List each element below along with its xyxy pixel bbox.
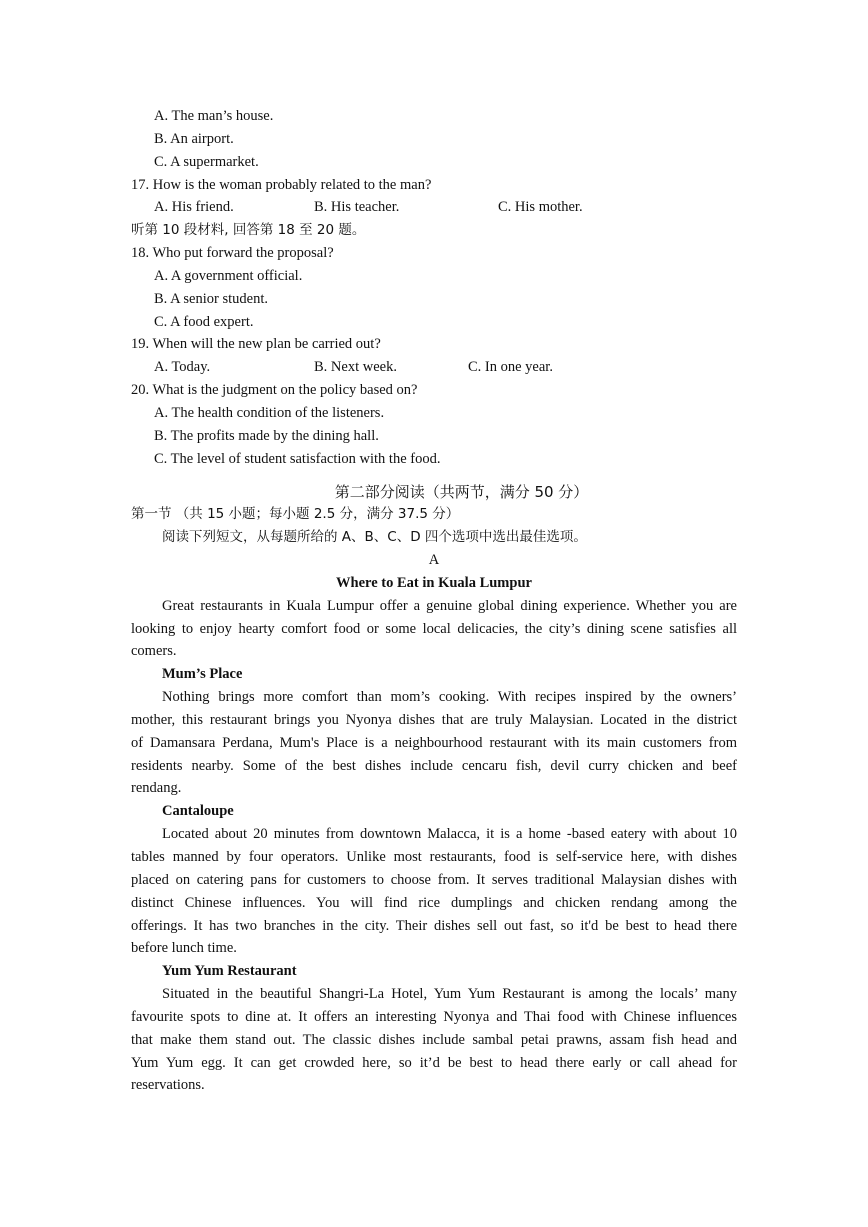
r2-line-5: offerings. It has two branches in the city. Their dishes sell out fast, so it'd be best to head there [131, 917, 737, 934]
q16-option-b: B. An airport. [154, 130, 234, 147]
page-content [131, 105, 737, 1097]
q20-option-a: A. The health condition of the listeners. [154, 404, 385, 421]
q19-option-a: A. Today. [154, 359, 211, 376]
q19-options [131, 356, 737, 379]
r2-line-1: Located about 20 minutes from downtown Malacca, it is a home -based eatery with about 10 [162, 826, 737, 843]
part-2-title: 第二部分阅读（共两节，满分 50 分） [334, 482, 589, 501]
restaurant-1-name: Mum’s Place [162, 666, 243, 683]
q17-option-c: C. His mother. [498, 199, 583, 216]
q17-option-a: A. His friend. [154, 199, 234, 216]
r3-line-5: reservations. [131, 1077, 205, 1094]
material-10-instruction: 听第 10 段材料, 回答第 18 至 20 题。 [131, 222, 366, 239]
restaurant-2-name: Cantaloupe [162, 803, 234, 820]
passage-letter: A [428, 552, 440, 569]
intro-line-1: Great restaurants in Kuala Lumpur offer a genuine global dining experience. Whether you are [162, 597, 737, 614]
q18-option-b: B. A senior student. [154, 290, 268, 307]
r3-line-4: Yum Yum egg. It can get crowded here, so it’d be best to head there early or call ahead for [131, 1054, 737, 1071]
r1-line-3: of Damansara Perdana, Mum's Place is a neighbourhood restaurant with its main customers from [131, 734, 737, 751]
q20-option-c: C. The level of student satisfaction with the food. [154, 450, 441, 467]
q17-question: 17. How is the woman probably related to the man? [131, 176, 432, 193]
r1-line-2: mother, this restaurant brings you Nyonya dishes that are truly Malaysian. Located in the district [131, 711, 737, 728]
r2-line-6: before lunch time. [131, 940, 237, 957]
q19-option-b: B. Next week. [314, 359, 397, 376]
r2-line-2: tables manned by four operators. Unlike most restaurants, food is self-service here, with dishes [131, 849, 737, 865]
reading-instruction: 阅读下列短文，从每题所给的 A、B、C、D 四个选项中选出最佳选项。 [162, 529, 587, 546]
q18-option-c: C. A food expert. [154, 313, 254, 330]
passage-title: Where to Eat in Kuala Lumpur [336, 574, 532, 591]
q19-option-c: C. In one year. [468, 359, 553, 376]
r2-line-4: distinct Chinese influences. You will find rice dumplings and chicken rendang among the [131, 894, 737, 911]
intro-line-3: comers. [131, 643, 177, 660]
r1-line-5: rendang. [131, 780, 182, 797]
q16-option-a: A. The man’s house. [154, 108, 274, 124]
q18-question: 18. Who put forward the proposal? [131, 245, 334, 262]
r3-line-2: favourite spots to dine at. It offers an interesting Nyonya and Thai food with Chinese influences [131, 1008, 737, 1025]
q17-option-b: B. His teacher. [314, 199, 400, 216]
r3-line-3: that make them stand out. The classic dishes include sambal petai prawns, assam fish head and [131, 1031, 737, 1048]
q16-option-c: C. A supermarket. [154, 153, 259, 170]
q20-option-b: B. The profits made by the dining hall. [154, 427, 379, 444]
r2-line-3: placed on catering pans for customers to choose from. It serves traditional Malaysian dishes with [131, 871, 737, 888]
section-1-heading: 第一节 （共 15 小题；每小题 2.5 分，满分 37.5 分） [131, 506, 460, 523]
q20-question: 20. What is the judgment on the policy based on? [131, 382, 418, 399]
r1-line-1: Nothing brings more comfort than mom’s cooking. With recipes inspired by the owners’ [162, 689, 737, 706]
restaurant-3-name: Yum Yum Restaurant [162, 963, 297, 980]
q19-question: 19. When will the new plan be carried out? [131, 336, 381, 353]
q18-option-a: A. A government official. [154, 267, 303, 284]
r3-line-1: Situated in the beautiful Shangri-La Hotel, Yum Yum Restaurant is among the locals’ many [162, 986, 737, 1003]
q17-options [131, 196, 737, 219]
r1-line-4: residents nearby. Some of the best dishes include cencaru fish, devil curry chicken and beef [131, 757, 737, 774]
intro-line-2: looking to enjoy hearty comfort food or some local delicacies, the city’s dining scene satisfies all [131, 620, 737, 637]
